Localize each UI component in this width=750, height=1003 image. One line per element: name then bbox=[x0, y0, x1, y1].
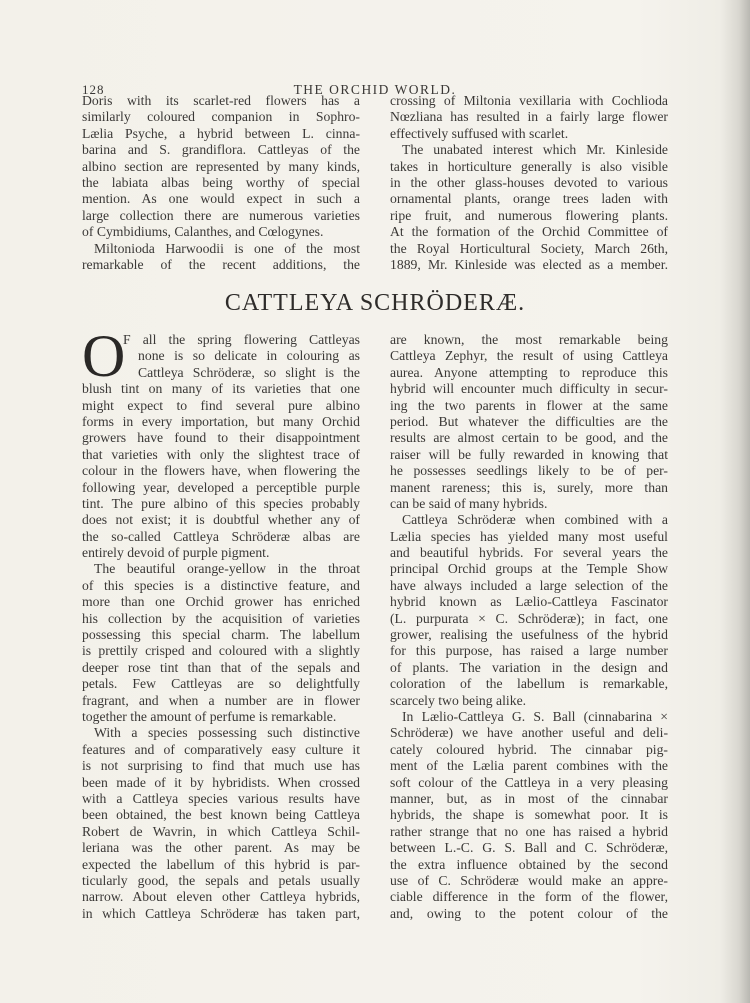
text-line: the extra influence obtained by the second bbox=[390, 856, 668, 872]
text-line: hybrid will encounter much difficulty in secur- bbox=[390, 381, 668, 397]
paragraph bbox=[82, 561, 360, 725]
text-line: manner, but, as in most of the cinnabar bbox=[390, 790, 668, 806]
text-line: ripe fruit, and numerous flowering plants. bbox=[390, 207, 668, 223]
text-line: raiser will be fully rewarded in knowing that bbox=[390, 446, 668, 462]
text-line: effectively suffused with scarlet. bbox=[390, 125, 569, 141]
text-line: the so-called Cattleya Schröderæ albas are bbox=[82, 528, 360, 544]
text-line: Nœzliana has resulted in a fairly large flower bbox=[390, 109, 668, 125]
text-line: use of C. Schröderæ would make an appre- bbox=[390, 872, 668, 888]
text-line: with a Cattleya species various results have bbox=[82, 790, 360, 806]
text-line: he possesses seedlings likely to be of per- bbox=[390, 463, 668, 479]
text-line: Cattleya Schröderæ when combined with a bbox=[402, 512, 668, 528]
text-line: Schröderæ) we have another useful and deli- bbox=[390, 725, 668, 741]
text-line: Lælia Psyche, a hybrid between L. cinna- bbox=[82, 125, 360, 141]
text-line: and beautiful hybrids. For several years the bbox=[390, 545, 668, 561]
text-line: Lælia species has yielded many most useful bbox=[390, 528, 668, 544]
paragraph bbox=[82, 323, 360, 561]
text-line: 1889, Mr. Kinleside was elected as a member. bbox=[390, 256, 668, 272]
text-line: is prettily crisped and coloured with a slightly bbox=[82, 643, 360, 659]
text-line: in which Cattleya Schröderæ has taken part, bbox=[82, 905, 360, 921]
text-line: aurea. Anyone attempting to reproduce this bbox=[390, 364, 668, 380]
text-line: ment of the Lælia parent combines with the bbox=[390, 758, 668, 774]
text-line: is not surprising to find that much use has bbox=[82, 758, 360, 774]
page-number: 128 bbox=[82, 82, 105, 97]
text-line: period. But whatever the difficulties are the bbox=[390, 413, 668, 429]
text-line: fragrant, and when a number are in flower bbox=[82, 692, 360, 708]
text-line: of plants. The variation in the design and bbox=[390, 659, 668, 675]
text-line: for this purpose, has raised a large number bbox=[390, 643, 668, 659]
text-line: his collection by the acquisition of varieties bbox=[82, 610, 360, 626]
text-line: rather strange that no one has raised a hybrid bbox=[390, 823, 668, 839]
text-line: tint. The pure albino of this species probably bbox=[82, 495, 360, 511]
text-line: (L. purpurata × C. Schröderæ); in fact, one bbox=[390, 610, 668, 626]
text-line: between L.-C. G. S. Ball and C. Schröderæ, bbox=[390, 840, 668, 856]
drop-cap: O bbox=[82, 323, 126, 389]
article-right-column bbox=[390, 332, 668, 922]
text-line: been obtained, the best known being Cattleya bbox=[82, 807, 360, 823]
text-line: Cattleya Schröderæ, so slight is the bbox=[138, 364, 360, 380]
text-line: expected the labellum of this hybrid is par- bbox=[82, 856, 360, 872]
text-line: ciable difference in the form of the flower, bbox=[390, 889, 668, 905]
text-line: the Royal Horticultural Society, March 26th, bbox=[390, 240, 668, 256]
text-line: that varieties with only the slightest trace of bbox=[82, 446, 360, 462]
text-line: Cattleya Zephyr, the result of using Cattleya bbox=[390, 348, 668, 364]
text-line: The beautiful orange-yellow in the throat bbox=[94, 561, 360, 577]
running-title: THE ORCHID WORLD. bbox=[293, 82, 457, 97]
text-line: soft colour of the Cattleya in a very pleasing bbox=[390, 774, 668, 790]
text-line: results are almost certain to be good, and the bbox=[390, 430, 668, 446]
text-line: remarkable of the recent additions, the bbox=[82, 256, 360, 272]
text-line: manent rareness; this is, surely, more than bbox=[390, 479, 668, 495]
text-line: barina and S. grandiflora. Cattleyas of the bbox=[82, 142, 360, 158]
text-line: forms in every importation, but many Orchid bbox=[82, 413, 360, 429]
paragraph bbox=[390, 512, 668, 709]
text-line: petals. Few Cattleyas are so delightfully bbox=[82, 676, 360, 692]
text-line: grower, realising the usefulness of the hybrid bbox=[390, 627, 668, 643]
text-line: of this species is a distinctive feature, and bbox=[82, 577, 360, 593]
paragraph bbox=[82, 241, 360, 274]
text-line: scarcely two being alike. bbox=[390, 692, 527, 708]
paragraph bbox=[390, 142, 668, 273]
text-line: mention. As one would expect in such a bbox=[82, 191, 360, 207]
text-line: narrow. About eleven other Cattleya hybrids, bbox=[82, 889, 360, 905]
text-line: deeper rose tint than that of the sepals and bbox=[82, 659, 360, 675]
text-line: growers have found to their disappointment bbox=[82, 430, 360, 446]
text-line: possessing this special charm. The labellum bbox=[82, 627, 360, 643]
text-line: does not exist; it is doubtful whether any of bbox=[82, 512, 360, 528]
text-line: colour in the flowers have, when flowering the bbox=[82, 463, 360, 479]
text-line: together the amount of perfume is remarkable. bbox=[82, 708, 337, 724]
text-line: At the formation of the Orchid Committee of bbox=[390, 224, 668, 240]
text-line: In Lælio-Cattleya G. S. Ball (cinnabarina × bbox=[402, 708, 668, 724]
text-line: none is so delicate in colouring as bbox=[138, 348, 360, 364]
text-line: large collection there are numerous varieties bbox=[82, 207, 360, 223]
article-left-column bbox=[82, 323, 360, 922]
top-right-column bbox=[390, 93, 668, 273]
text-line: The unabated interest which Mr. Kinleside bbox=[402, 142, 668, 158]
text-line: and, owing to the potent colour of the bbox=[390, 905, 668, 921]
text-line: coloration of the labellum is remarkable, bbox=[390, 676, 668, 692]
text-line: entirely devoid of purple pigment. bbox=[82, 545, 270, 561]
paragraph bbox=[390, 709, 668, 922]
text-line: hybrids, the shape is somewhat poor. It is bbox=[390, 807, 668, 823]
text-line: have always included a large selection of the bbox=[390, 577, 668, 593]
text-line: takes in horticulture generally is also visible bbox=[390, 158, 668, 174]
text-line: more than one Orchid grower has enriched bbox=[82, 594, 360, 610]
article-title: CATTLEYA SCHRÖDERÆ. bbox=[224, 290, 526, 316]
text-line: hybrid known as Lælio-Cattleya Fascinator bbox=[390, 594, 668, 610]
text-line: crossing of Miltonia vexillaria with Cochlioda bbox=[390, 93, 668, 108]
paragraph bbox=[82, 725, 360, 922]
text-line: might expect to find several pure albino bbox=[82, 397, 360, 413]
text-line: F all the spring flowering Cattleyas bbox=[123, 332, 360, 347]
text-line: ing the two parents in flower at the same bbox=[390, 397, 668, 413]
text-line: can be said of many hybrids. bbox=[390, 495, 548, 511]
text-line: the labiata albas being worthy of special bbox=[82, 174, 360, 190]
paragraph bbox=[82, 93, 360, 241]
text-line: are known, the most remarkable being bbox=[390, 332, 668, 347]
text-line: Robert de Wavrin, in which Cattleya Schil- bbox=[82, 823, 360, 839]
text-line: With a species possessing such distinctive bbox=[94, 725, 360, 741]
text-line: following year, developed a perceptible purple bbox=[82, 479, 360, 495]
text-line: Miltonioda Harwoodii is one of the most bbox=[94, 240, 360, 256]
text-line: been made of it by hybridists. When crossed bbox=[82, 774, 360, 790]
text-line: blush tint on many of its varieties that one bbox=[82, 381, 360, 397]
top-left-column bbox=[82, 93, 360, 273]
text-line: in the other glass-houses devoted to various bbox=[390, 174, 668, 190]
text-line: of Cymbidiums, Calanthes, and Cœlogynes. bbox=[82, 224, 324, 240]
paragraph bbox=[390, 332, 668, 512]
text-line: leriana was the other parent. As may be bbox=[82, 840, 360, 856]
text-line: ticularly good, the sepals and petals usually bbox=[82, 872, 360, 888]
paragraph bbox=[390, 93, 668, 142]
text-line: principal Orchid groups at the Temple Show bbox=[390, 561, 668, 577]
text-line: similarly coloured companion in Sophro- bbox=[82, 109, 360, 125]
text-line: cately coloured hybrid. The cinnabar pig- bbox=[390, 741, 668, 757]
text-line: ornamental plants, orange trees laden with bbox=[390, 191, 668, 207]
text-line: Doris with its scarlet-red flowers has a bbox=[82, 93, 360, 108]
text-line: features and of comparatively easy culture it bbox=[82, 741, 360, 757]
text-line: albino section are represented by many kinds, bbox=[82, 158, 360, 174]
